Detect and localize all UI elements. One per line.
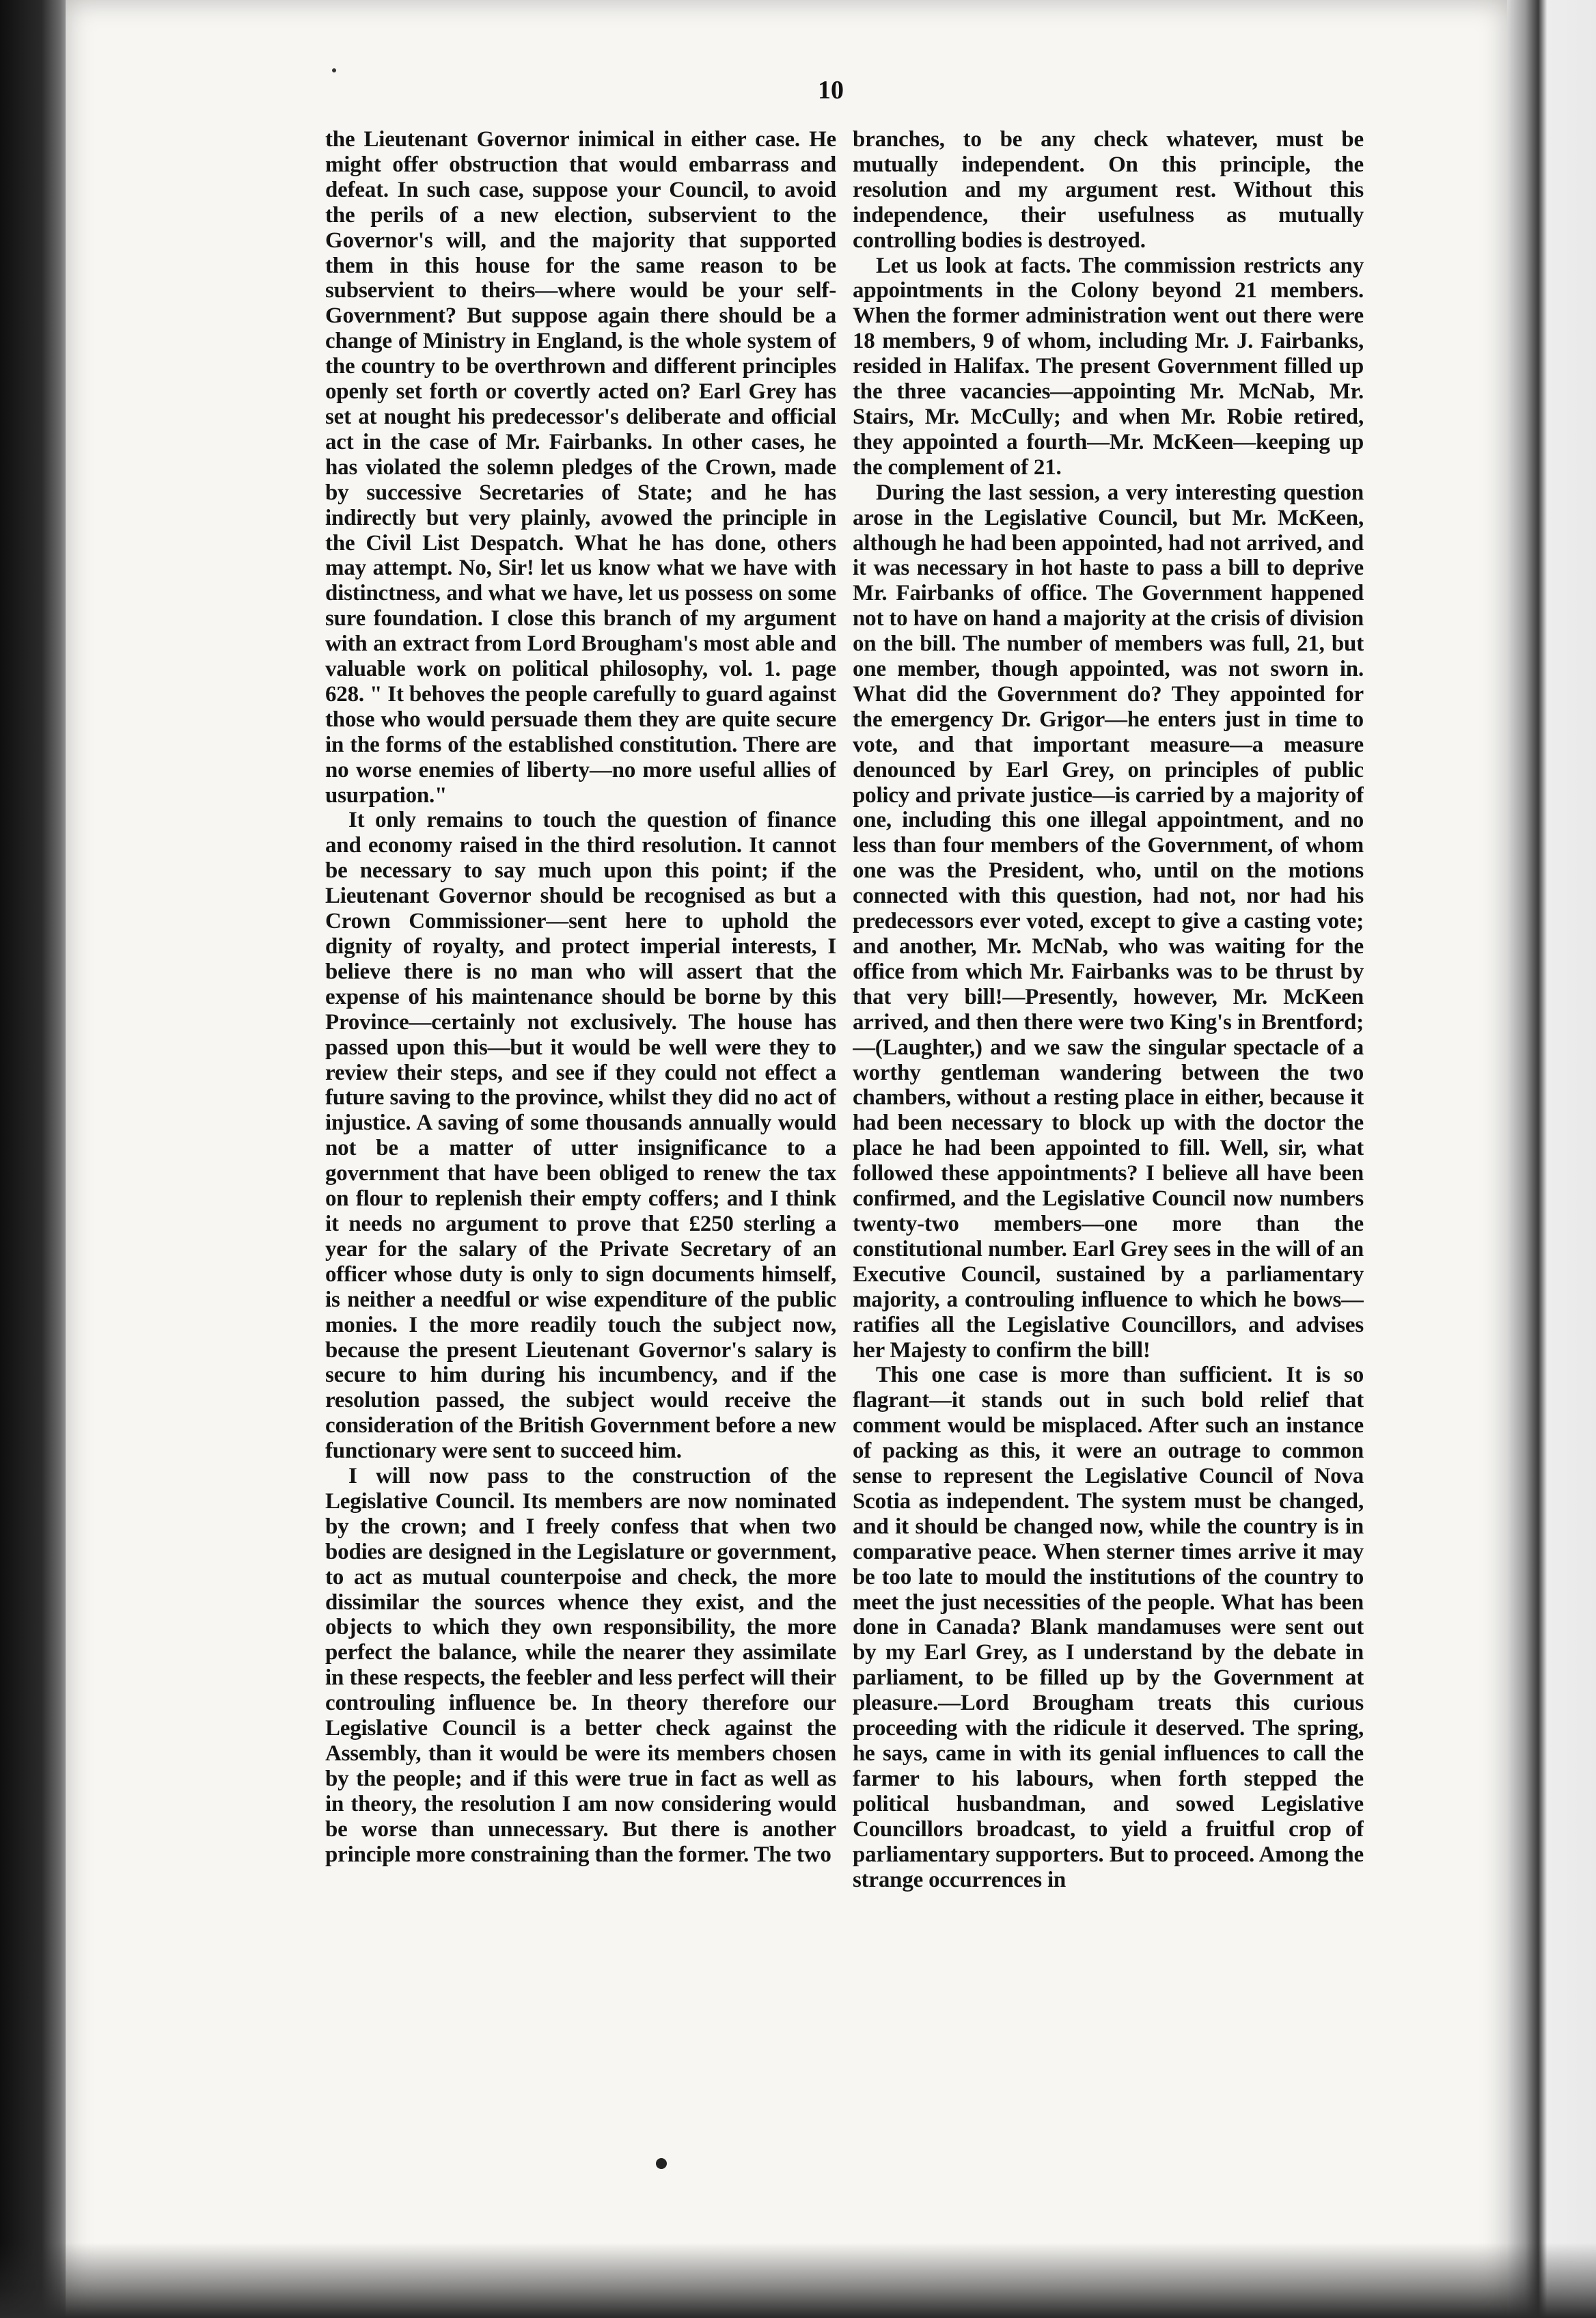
left-paragraph-3: I will now pass to the construction of the Legislative Council. Its members are now nominated by the crown; and I freely confess that when two bodies are designed in the Legislature or government, to act as mutual counterpoise and check, the more dissimilar the sources whence they exist, and the objects to which they own responsibility, the more perfect the balance, while the nearer they assimilate in these respects, the feebler and less perfect will their controuling influence be. In theory therefore our Legislative Council is a better check against the Assembly, than it would be were its members chosen by the people; and if this were true in fact as well as in theory, the resolution I am now considering would be worse than unnecessary. But there is another principle more constraining than the former. The two [325, 1464, 836, 1867]
scan-right-edge [1507, 0, 1596, 2318]
scan-left-edge [0, 0, 75, 2318]
left-paragraph-1: the Lieutenant Governor inimical in either case. He might offer obstruction that would embarrass and defeat. In such case, suppose your Council, to avoid the perils of a new election, subservient to the Governor's will, and the majority that supported them in this house for the same reason to be subservient to theirs—where would be your self-Government? But suppose again there should be a change of Ministry in England, is the whole system of the country to be overthrown and different principles openly set forth or covertly acted on? Earl Grey has set at nought his predecessor's deliberate and official act in the case of Mr. Fairbanks. In other cases, he has violated the solemn pledges of the Crown, made by successive Secretaries of State; and he has indirectly but very plainly, avowed the principle in the Civil List Despatch. What he has done, others may attempt. No, Sir! let us know what we have with distinctness, and what we have, let us possess on some sure foundation. I close this branch of my argument with an extract from Lord Brougham's most able and valuable work on political philosophy, vol. 1. page 628. " It behoves the people carefully to guard against those who would persuade them they are quite secure in the forms of the established constitution. There are no worse enemies of liberty—no more useful allies of usurpation." [325, 127, 836, 808]
page-number: 10 [818, 76, 844, 105]
scan-bottom-edge [0, 2243, 1596, 2318]
right-paragraph-1: branches, to be any check whatever, must be mutually independent. On this principle, the resolution and my argument rest. Without this independence, their usefulness as mutually controlling bodies is destroyed. [853, 127, 1364, 253]
left-column [325, 127, 836, 2198]
right-paragraph-3: During the last session, a very interesting question arose in the Legislative Council, but Mr. McKeen, although he had been appointed, had not arrived, and it was necessary in hot haste to pass a bill to deprive Mr. Fairbanks of office. The Government happened not to have on hand a majority at the crisis of division on the bill. The number of members was full, 21, but one member, though appointed, was not sworn in. What did the Government do? They appointed for the emergency Dr. Grigor—he enters just in time to vote, and that important measure—a measure denounced by Earl Grey, on principles of public policy and private justice—is carried by a majority of one, including this one illegal appointment, and no less than four members of the Government, of whom one was the President, who, until on the motions connected with this question, had not, nor had his predecessors ever voted, except to give a casting vote; and another, Mr. McNab, who was waiting for the office from which Mr. Fairbanks was to be thrust by that very bill!—Presently, however, Mr. McKeen arrived, and then there were two King's in Brentford;—(Laughter,) and we saw the singular spectacle of a worthy gentleman wandering between the two chambers, without a resting place in either, because it had been necessary to block up with the doctor the place he had been appointed to fill. Well, sir, what followed these appointments? I believe all have been confirmed, and the Legislative Council now numbers twenty-two members—one more than the constitutional number. Earl Grey sees in the will of an Executive Council, sustained by a parliamentary majority, a controuling influence to which he bows—ratifies all the Legislative Councillors, and advises her Majesty to confirm the bill! [853, 480, 1364, 1363]
right-paragraph-4: This one case is more than sufficient. It is so flagrant—it stands out in such bold relief that comment would be misplaced. After such an instance of packing as this, it were an outrage to common sense to represent the Legislative Council of Nova Scotia as independent. The system must be changed, and it should be changed now, while the country is in comparative peace. When sterner times arrive it may be too late to mould the institutions of the country to meet the just necessities of the people. What has been done in Canada? Blank mandamuses were sent out by my Earl Grey, as I understand by the debate in parliament, to be filled up by the Government at pleasure.—Lord Brougham treats this curious proceeding with the ridicule it deserved. The spring, he says, came in with its genial influences to call the farmer to his labours, when forth stepped the political husbandman, and sowed Legislative Councillors broadcast, to yield a fruitful crop of parliamentary supporters. But to proceed. Among the strange occurrences in [853, 1363, 1364, 1892]
ink-dot [656, 2158, 667, 2169]
right-paragraph-2: Let us look at facts. The commission restricts any appointments in the Colony beyond 21 members. When the former administration went out there were 18 members, 9 of whom, including Mr. J. Fairbanks, resided in Halifax. The present Government filled up the three vacancies—appointing Mr. McNab, Mr. Stairs, Mr. McCully; and when Mr. Robie retired, they appointed a fourth—Mr. McKeen—keeping up the complement of 21. [853, 253, 1364, 480]
printer-mark [332, 68, 336, 72]
right-column [853, 127, 1364, 2198]
left-paragraph-2: It only remains to touch the question of finance and economy raised in the third resolution. It cannot be necessary to say much upon this point; if the Lieutenant Governor should be recognised as but a Crown Commissioner—sent here to uphold the dignity of royalty, and protect imperial interests, I believe there is no man who will assert that the expense of his maintenance should be borne by this Province—certainly not exclusively. The house has passed upon this—but it would be well were they to review their steps, and see if they could not effect a future saving to the province, whilst they did no act of injustice. A saving of some thousands annually would not be a matter of utter insignificance to a government that have been obliged to renew the tax on flour to replenish their empty coffers; and I think it needs no argument to prove that £250 sterling a year for the salary of the Private Secretary of an officer whose duty is only to sign documents himself, is neither a needful or wise expenditure of the public monies. I the more readily touch the subject now, because the present Lieutenant Governor's salary is secure to him during his incumbency, and if the resolution passed, the subject would receive the consideration of the British Government before a new functionary were sent to succeed him. [325, 808, 836, 1464]
